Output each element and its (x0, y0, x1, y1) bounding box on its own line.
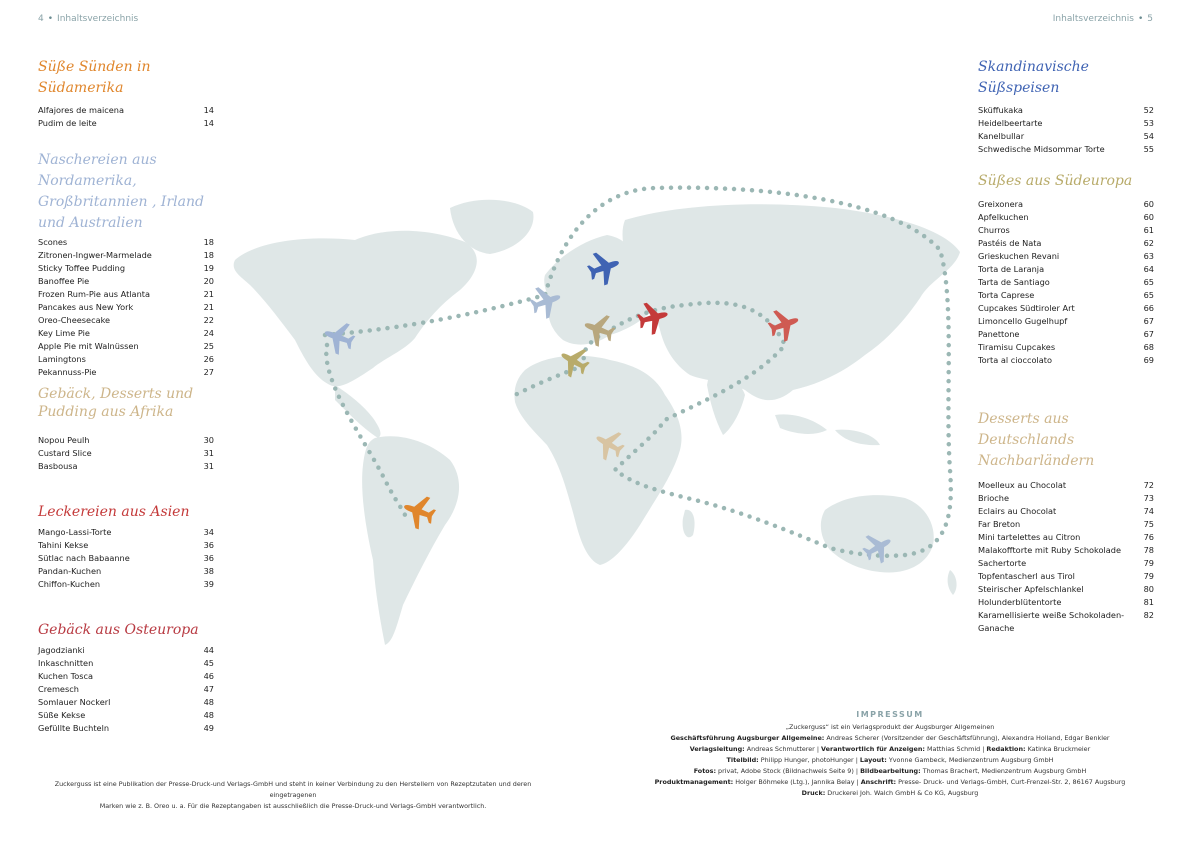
recipe-entry (38, 447, 214, 460)
recipe-name: Grieskuchen Revani (978, 251, 1060, 261)
impressum-line (650, 777, 1130, 788)
recipe-name: Cremesch (38, 684, 79, 694)
recipe-page-number: 22 (203, 315, 214, 325)
recipe-name: Gefüllte Buchteln (38, 723, 110, 733)
recipe-list (38, 526, 214, 591)
impressum-text: Matthias Schmid | (924, 745, 987, 753)
recipe-entry (38, 565, 214, 578)
recipe-entry (978, 130, 1154, 143)
section-skandinavien (978, 57, 1154, 156)
recipe-page-number: 54 (1143, 131, 1154, 141)
impressum-line (650, 766, 1130, 777)
recipe-name: Torta al cioccolato (978, 355, 1053, 365)
recipe-page-number: 27 (203, 367, 214, 377)
recipe-entry (978, 531, 1154, 544)
north-america-shape (234, 231, 477, 387)
recipe-entry (978, 583, 1154, 596)
recipe-entry (978, 609, 1154, 635)
section-suedeuropa (978, 171, 1154, 367)
section-afrika (38, 385, 214, 473)
recipe-page-number: 36 (203, 553, 214, 563)
australia-shape (821, 495, 934, 572)
recipe-name: Brioche (978, 493, 1009, 503)
impressum-text: Holger Böhmeke (Ltg.), Jannika Belay | (733, 778, 861, 786)
asia-shape (623, 204, 960, 400)
recipe-name: Churros (978, 225, 1010, 235)
recipe-entry (978, 570, 1154, 583)
recipe-page-number: 64 (1143, 264, 1154, 274)
impressum-label: Druck: (801, 789, 826, 797)
recipe-page-number: 21 (203, 289, 214, 299)
recipe-entry (38, 644, 214, 657)
impressum-text: Thomas Brachert, Medienzentrum Augsburg GmbH (920, 767, 1087, 775)
recipe-page-number: 26 (203, 354, 214, 364)
recipe-page-number: 14 (203, 118, 214, 128)
continents (234, 200, 960, 645)
recipe-page-number: 36 (203, 540, 214, 550)
section-title-line: Naschereien aus Nordamerika, (38, 152, 157, 189)
recipe-entry (978, 117, 1154, 130)
recipe-name: Pekannuss-Pie (38, 367, 97, 377)
recipe-page-number: 18 (203, 250, 214, 260)
recipe-page-number: 60 (1143, 212, 1154, 222)
recipe-name: Pancakes aus New York (38, 302, 134, 312)
recipe-entry (38, 526, 214, 539)
recipe-name: Far Breton (978, 519, 1021, 529)
section-osteuropa (38, 620, 214, 735)
section-title (978, 409, 1154, 472)
recipe-page-number: 81 (1143, 597, 1154, 607)
recipe-entry (978, 492, 1154, 505)
africa-shape (514, 356, 681, 565)
impressum-label: Verantwortlich für Anzeigen: (821, 745, 925, 753)
recipe-entry (978, 250, 1154, 263)
header-bullet: • (47, 14, 54, 24)
recipe-name: Süße Kekse (38, 710, 86, 720)
recipe-entry (38, 670, 214, 683)
recipe-entry (978, 328, 1154, 341)
recipe-page-number: 65 (1143, 290, 1154, 300)
recipe-page-number: 61 (1143, 225, 1154, 235)
world-map-illustration (215, 180, 975, 660)
section-nordamerika (38, 150, 214, 379)
recipe-name: Chiffon-Kuchen (38, 579, 101, 589)
recipe-page-number: 67 (1143, 329, 1154, 339)
impressum-label: Layout: (859, 756, 887, 764)
recipe-page-number: 55 (1143, 144, 1154, 154)
section-title: Skandinavische Süßspeisen (978, 59, 1089, 96)
section-title-line: Gebäck, Desserts und (38, 386, 194, 402)
recipe-name: Greixonera (978, 199, 1024, 209)
recipe-name: Custard Slice (38, 448, 92, 458)
recipe-entry (38, 340, 214, 353)
recipe-name: Apfelkuchen (978, 212, 1029, 222)
recipe-list (38, 236, 214, 379)
recipe-entry (978, 544, 1154, 557)
recipe-page-number: 48 (203, 710, 214, 720)
impressum-heading: IMPRESSUM (856, 710, 924, 719)
section-suedamerika (38, 57, 214, 130)
recipe-page-number: 39 (203, 579, 214, 589)
recipe-name: Alfajores de maicena (38, 105, 125, 115)
recipe-name: Torta de Laranja (978, 264, 1045, 274)
recipe-entry (978, 505, 1154, 518)
recipe-name: Panettone (978, 329, 1020, 339)
impressum-line (650, 733, 1130, 744)
recipe-name: Key Lime Pie (38, 328, 90, 338)
impressum-text: Druckerei Joh. Walch GmbH & Co KG, Augsburg (825, 789, 979, 797)
recipe-entry (978, 198, 1154, 211)
recipe-name: Sütlac nach Babaanne (38, 553, 130, 563)
recipe-name: Mango-Lassi-Torte (38, 527, 112, 537)
recipe-entry (38, 288, 214, 301)
impressum-text: Katinka Bruckmeier (1025, 745, 1091, 753)
recipe-entry (38, 434, 214, 447)
impressum-text: Yvonne Gambeck, Medienzentrum Augsburg GmbH (886, 756, 1054, 764)
section-title-line: und Australien (38, 215, 143, 231)
recipe-entry (38, 249, 214, 262)
impressum-line: „Zuckerguss“ ist ein Verlagsprodukt der Augsburger Allgemeinen (785, 723, 995, 731)
recipe-page-number: 79 (1143, 558, 1154, 568)
recipe-entry (978, 354, 1154, 367)
central-america-shape (335, 385, 380, 438)
section-title-line: Desserts aus Deutschlands (978, 411, 1075, 448)
recipe-name: Sachertorte (978, 558, 1027, 568)
recipe-page-number: 63 (1143, 251, 1154, 261)
recipe-page-number: 60 (1143, 199, 1154, 209)
recipe-page-number: 53 (1143, 118, 1154, 128)
section-asien (38, 502, 214, 591)
impressum-text: privat, Adobe Stock (Bildnachweis Seite 9) | (716, 767, 861, 775)
recipe-entry (978, 224, 1154, 237)
recipe-name: Banoffee Pie (38, 276, 90, 286)
recipe-entry (38, 366, 214, 379)
recipe-page-number: 82 (1143, 610, 1154, 620)
recipe-page-number: 38 (203, 566, 214, 576)
recipe-page-number: 67 (1143, 316, 1154, 326)
recipe-page-number: 66 (1143, 303, 1154, 313)
recipe-name: Lamingtons (38, 354, 86, 364)
recipe-entry (978, 276, 1154, 289)
section-title (38, 150, 214, 234)
recipe-page-number: 46 (203, 671, 214, 681)
recipe-name: Torta Caprese (978, 290, 1035, 300)
recipe-name: Jagodzianki (38, 645, 85, 655)
left-header-title: Inhaltsverzeichnis (57, 14, 139, 24)
recipe-page-number: 45 (203, 658, 214, 668)
impressum-label: Anschrift: (860, 778, 897, 786)
recipe-name: Schwedische Midsommar Torte (978, 144, 1105, 154)
section-deutschland (978, 409, 1154, 635)
recipe-page-number: 69 (1143, 355, 1154, 365)
recipe-entry (38, 683, 214, 696)
recipe-name: Nopou Peulh (38, 435, 90, 445)
recipe-name: Steirischer Apfelschlankel (978, 584, 1084, 594)
recipe-entry (38, 314, 214, 327)
right-page-number: 5 (1147, 14, 1153, 24)
recipe-entry (978, 211, 1154, 224)
recipe-name: Apple Pie mit Walnüssen (38, 341, 139, 351)
recipe-list (978, 198, 1154, 367)
recipe-name: Tarta de Santiago (978, 277, 1050, 287)
recipe-name: Karamellisierte weiße Schokoladen-Ganache (978, 610, 1125, 633)
recipe-entry (38, 275, 214, 288)
recipe-name: Holunderblütentorte (978, 597, 1062, 607)
recipe-name: Tiramisu Cupcakes (978, 342, 1056, 352)
impressum (650, 710, 1130, 799)
recipe-page-number: 48 (203, 697, 214, 707)
impressum-line (650, 788, 1130, 799)
section-title-line: Großbritannien , Irland (38, 194, 204, 210)
recipe-name: Eclairs au Chocolat (978, 506, 1057, 516)
recipe-entry (978, 341, 1154, 354)
recipe-entry (38, 327, 214, 340)
section-title-line: Pudding aus Afrika (38, 404, 174, 420)
impressum-text: Andreas Schmutterer | (744, 745, 822, 753)
recipe-entry (38, 578, 214, 591)
recipe-page-number: 18 (203, 237, 214, 247)
recipe-entry (978, 263, 1154, 276)
recipe-page-number: 73 (1143, 493, 1154, 503)
recipe-list (978, 479, 1154, 635)
recipe-name: Moelleux au Chocolat (978, 480, 1067, 490)
recipe-entry (978, 557, 1154, 570)
section-title: Gebäck aus Osteuropa (38, 622, 199, 638)
impressum-label: Bildbearbeitung: (860, 767, 921, 775)
recipe-page-number: 62 (1143, 238, 1154, 248)
recipe-name: Kanelbullar (978, 131, 1025, 141)
recipe-page-number: 80 (1143, 584, 1154, 594)
impressum-line (650, 755, 1130, 766)
recipe-page-number: 52 (1143, 105, 1154, 115)
recipe-entry (38, 722, 214, 735)
footnote-line: Zuckerguss ist eine Publikation der Presse-Druck-und Verlags-GmbH und steht in keiner Verbindung zu den Herstellern von Rezeptzutaten und deren eingetragenen (54, 780, 532, 799)
recipe-page-number: 76 (1143, 532, 1154, 542)
recipe-list (38, 104, 214, 130)
recipe-entry (38, 539, 214, 552)
right-page-header (1053, 14, 1153, 24)
recipe-page-number: 19 (203, 263, 214, 273)
recipe-name: Zitronen-Ingwer-Marmelade (38, 250, 152, 260)
impressum-line (650, 744, 1130, 755)
recipe-name: Oreo-Cheesecake (38, 315, 111, 325)
recipe-name: Limoncello Gugelhupf (978, 316, 1068, 326)
recipe-page-number: 21 (203, 302, 214, 312)
recipe-name: Malakofftorte mit Ruby Schokolade (978, 545, 1122, 555)
section-title: Leckereien aus Asien (38, 504, 190, 520)
recipe-name: Sticky Toffee Pudding (38, 263, 126, 273)
recipe-entry (38, 236, 214, 249)
recipe-entry (38, 460, 214, 473)
recipe-page-number: 47 (203, 684, 214, 694)
impressum-label: Redaktion: (986, 745, 1026, 753)
recipe-entry (978, 302, 1154, 315)
recipe-page-number: 14 (203, 105, 214, 115)
impressum-text: Andreas Scherer (Vorsitzender der Geschäftsführung), Alexandra Holland, Edgar Benkler (824, 734, 1110, 742)
recipe-page-number: 25 (203, 341, 214, 351)
recipe-name: Mini tartelettes au Citron (978, 532, 1081, 542)
recipe-page-number: 72 (1143, 480, 1154, 490)
recipe-entry (978, 596, 1154, 609)
recipe-entry (38, 552, 214, 565)
recipe-entry (38, 696, 214, 709)
recipe-page-number: 30 (203, 435, 214, 445)
recipe-list (38, 434, 214, 473)
madagascar-shape (683, 510, 695, 538)
recipe-entry (38, 353, 214, 366)
southeast-asia-shape (775, 414, 880, 445)
recipe-page-number: 34 (203, 527, 214, 537)
recipe-entry (978, 104, 1154, 117)
recipe-entry (978, 237, 1154, 250)
section-title: Süße Sünden in Südamerika (38, 59, 151, 96)
recipe-name: Cupcakes Südtiroler Art (978, 303, 1075, 313)
recipe-entry (38, 301, 214, 314)
recipe-page-number: 49 (203, 723, 214, 733)
recipe-name: Pandan-Kuchen (38, 566, 102, 576)
recipe-entry (978, 518, 1154, 531)
header-bullet: • (1137, 14, 1144, 24)
recipe-page-number: 78 (1143, 545, 1154, 555)
recipe-page-number: 20 (203, 276, 214, 286)
impressum-label: Titelbild: (726, 756, 759, 764)
left-page-header (38, 14, 138, 24)
recipe-page-number: 74 (1143, 506, 1154, 516)
recipe-name: Topfentascherl aus Tirol (978, 571, 1075, 581)
recipe-name: Scones (38, 237, 68, 247)
recipe-name: Pastéis de Nata (978, 238, 1042, 248)
recipe-name: Heidelbeertarte (978, 118, 1043, 128)
left-page-number: 4 (38, 14, 44, 24)
recipe-name: Kuchen Tosca (38, 671, 94, 681)
recipe-page-number: 79 (1143, 571, 1154, 581)
recipe-name: Frozen Rum-Pie aus Atlanta (38, 289, 150, 299)
impressum-label: Fotos: (693, 767, 717, 775)
recipe-entry (978, 289, 1154, 302)
impressum-text: Philipp Hunger, photoHunger | (758, 756, 860, 764)
recipe-page-number: 31 (203, 461, 214, 471)
recipe-entry (38, 104, 214, 117)
recipe-page-number: 31 (203, 448, 214, 458)
recipe-list (38, 644, 214, 735)
recipe-entry (38, 709, 214, 722)
footnote-line: Marken wie z. B. Oreo u. a. Für die Rezeptangaben ist ausschließlich die Presse-Druck-und Verlags-GmbH verantwortlich. (99, 802, 487, 810)
recipe-page-number: 68 (1143, 342, 1154, 352)
recipe-name: Somlauer Nockerl (38, 697, 111, 707)
impressum-text: Presse- Druck- und Verlags-GmbH, Curt-Frenzel-Str. 2, 86167 Augsburg (896, 778, 1126, 786)
right-header-title: Inhaltsverzeichnis (1052, 14, 1134, 24)
impressum-label: Produktmanagement: (654, 778, 734, 786)
publisher-footnote (38, 779, 548, 812)
recipe-entry (38, 262, 214, 275)
impressum-label: Verlagsleitung: (689, 745, 745, 753)
recipe-page-number: 65 (1143, 277, 1154, 287)
recipe-entry (978, 143, 1154, 156)
recipe-name: Basbousa (38, 461, 78, 471)
recipe-name: Pudim de leite (38, 118, 97, 128)
recipe-page-number: 44 (203, 645, 214, 655)
recipe-entry (38, 117, 214, 130)
section-title-line: Nachbarländern (978, 453, 1095, 469)
recipe-entry (978, 479, 1154, 492)
new-zealand-shape (948, 570, 957, 595)
recipe-entry (38, 657, 214, 670)
recipe-page-number: 75 (1143, 519, 1154, 529)
recipe-entry (978, 315, 1154, 328)
impressum-label: Geschäftsführung Augsburger Allgemeine: (670, 734, 825, 742)
section-title: Süßes aus Südeuropa (978, 173, 1133, 189)
recipe-name: Tahini Kekse (38, 540, 89, 550)
recipe-name: Inkaschnitten (38, 658, 94, 668)
recipe-name: Sküffukaka (978, 105, 1023, 115)
recipe-page-number: 24 (203, 328, 214, 338)
section-title (38, 385, 214, 421)
recipe-list (978, 104, 1154, 156)
